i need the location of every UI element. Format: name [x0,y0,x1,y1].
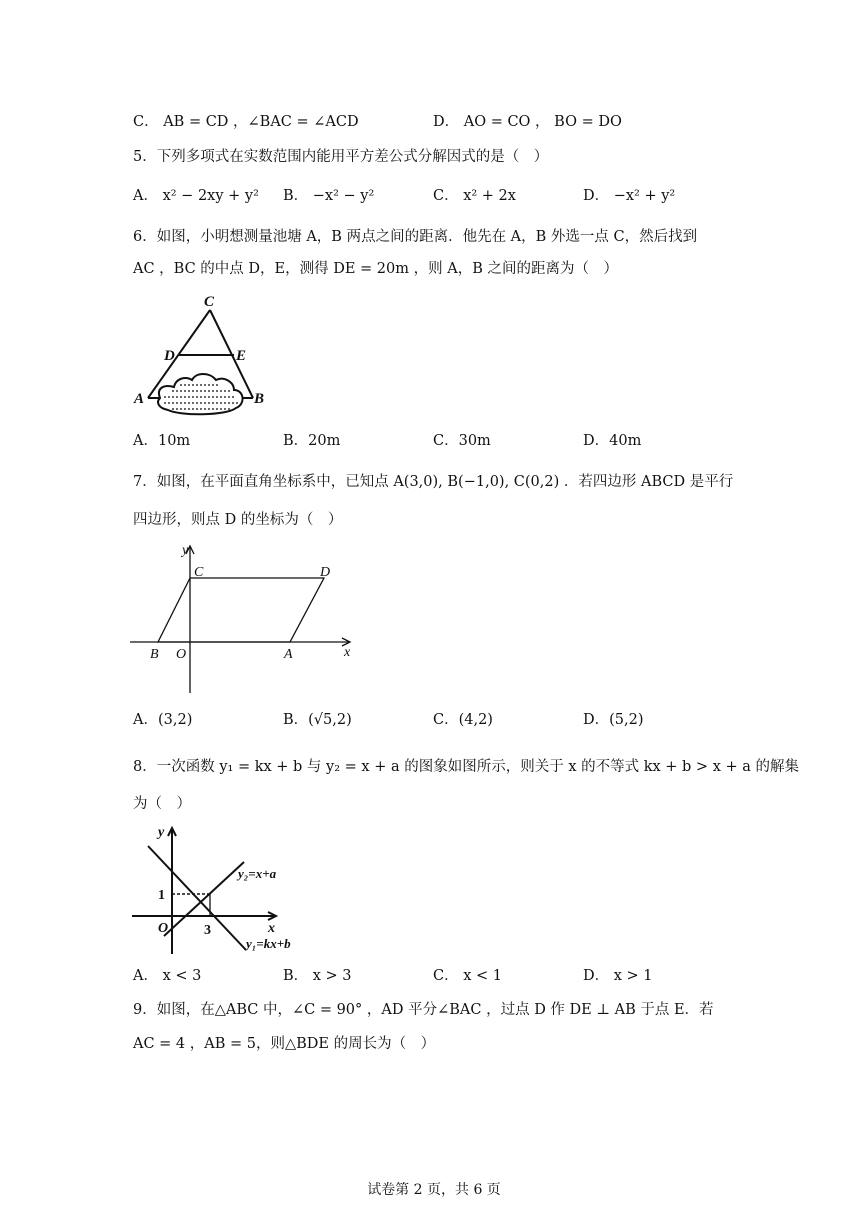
q8-stem-line1: 8．一次函数 y₁ = kx + b 与 y₂ = x + a 的图象如图所示，则关于 x 的不等式 kx + b > x + a 的解集 [133,759,799,775]
q8-label-o: O [158,921,169,936]
q8-function-graph [130,820,310,960]
q8-label-y1: y₁=kx+b [246,936,291,951]
q7-option-a: A．(3,2) [133,712,193,728]
q7-label-a: A [284,647,293,662]
page-footer: 试卷第 2 页，共 6 页 [367,1182,501,1198]
q8-label-one: 1 [158,888,165,903]
q7-stem-line1: 7．如图，在平面直角坐标系中，已知点 A(3,0), B(−1,0), C(0,2) ．若四边形 ABCD 是平行 [133,474,734,490]
q7-label-b: B [150,647,159,662]
q6-option-d: D．40m [583,433,642,449]
q4-option-c: C． AB = CD ，∠BAC = ∠ACD [133,114,359,130]
q8-label-y2: y₂=x+a [238,866,277,881]
q6-stem-line2: AC ，BC 的中点 D，E，测得 DE = 20m ，则 A，B 之间的距离为（ ） [133,261,618,277]
q8-label-x: x [268,921,275,936]
q7-label-y: y [182,543,189,558]
q6-label-e: E [236,348,247,364]
q7-label-d: D [320,565,331,580]
q8-label-y: y [158,825,165,840]
q8-option-c: C． x < 1 [433,968,502,984]
q9-stem-line1: 9．如图，在△ABC 中，∠C = 90° ，AD 平分∠BAC ，过点 D 作 DE ⊥ AB 于点 E．若 [133,1002,714,1018]
q8-option-a: A． x < 3 [133,968,202,984]
q6-option-a: A．10m [133,433,191,449]
q6-pond-outline [158,374,243,414]
q7-option-d: D．(5,2) [583,712,644,728]
q6-pond-figure [130,292,270,422]
q4-option-d: D． AO = CO ， BO = DO [433,114,622,130]
q5-option-b: B． −x² − y² [283,188,375,204]
q7-stem-line2: 四边形，则点 D 的坐标为（ ） [133,512,343,528]
q7-label-c: C [194,565,204,580]
q7-option-b: B．(√5,2) [283,712,352,728]
q8-option-b: B． x > 3 [283,968,352,984]
q7-parallelogram-abcd [158,578,324,642]
q8-label-three: 3 [204,923,211,938]
q5-option-d: D． −x² + y² [583,188,676,204]
q8-stem-line2: 为（ ） [133,796,191,812]
q6-label-a: A [134,391,145,407]
q7-coordinate-figure [128,540,360,695]
q6-stem-line1: 6．如图，小明想测量池塘 A，B 两点之间的距离．他先在 A，B 外选一点 C，然后找到 [133,229,698,245]
q5-stem: 5．下列多项式在实数范围内能用平方差公式分解因式的是（ ） [133,149,549,165]
q9-stem-line2: AC = 4 ，AB = 5，则△BDE 的周长为（ ） [133,1036,436,1052]
q6-label-c: C [204,294,215,310]
q6-option-c: C．30m [433,433,491,449]
q7-label-o: O [176,647,187,662]
q5-option-a: A． x² − 2xy + y² [133,188,259,204]
q7-option-c: C．(4,2) [433,712,493,728]
q5-option-c: C． x² + 2x [433,188,516,204]
q7-label-x: x [344,645,351,660]
q8-option-d: D． x > 1 [583,968,653,984]
q6-label-b: B [254,391,265,407]
q6-option-b: B．20m [283,433,341,449]
q6-label-d: D [164,348,175,364]
